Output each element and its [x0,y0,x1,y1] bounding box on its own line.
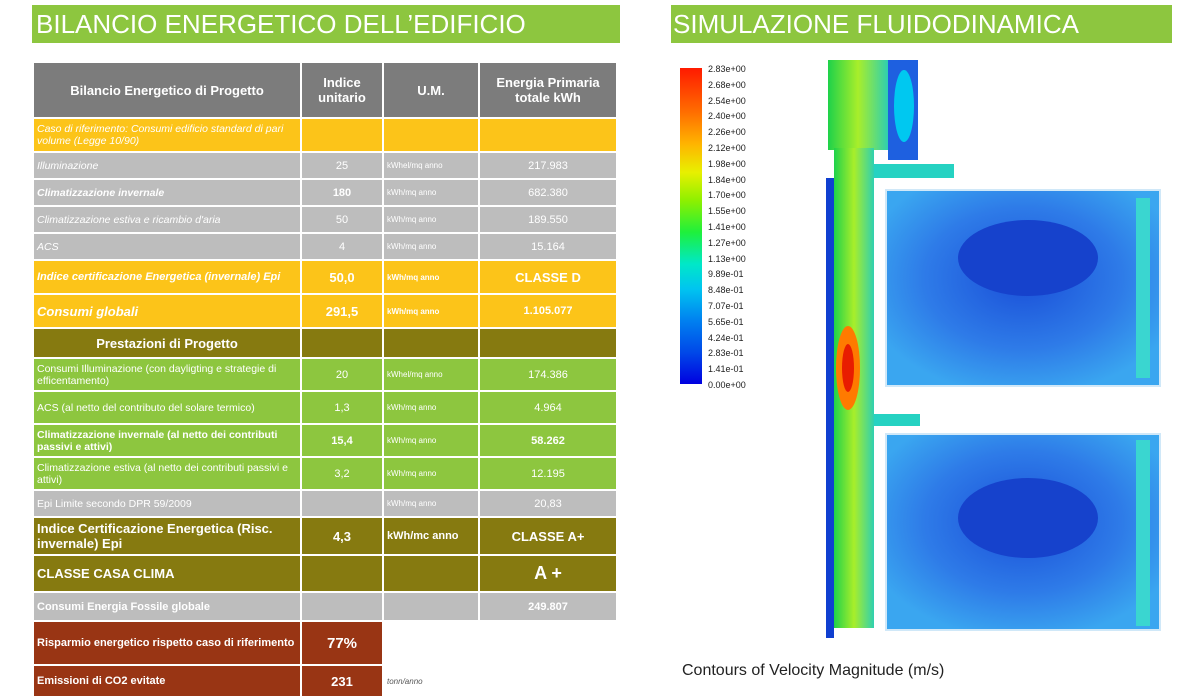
row-label: CLASSE CASA CLIMA [33,555,301,592]
row-index: 291,5 [301,294,383,328]
row-value: 231 [301,665,383,697]
header-primary-energy: Energia Primaria totale kWh [479,62,617,118]
row-label: Climatizzazione estiva e ricambio d'aria [33,206,301,233]
row-label: ACS [33,233,301,260]
row-unit: kWh/mq anno [383,391,479,424]
table-header-row [33,62,617,118]
legend-label: 1.98e+00 [708,158,746,169]
upper-connector [874,164,954,178]
project-certification-row [33,517,617,555]
upper-vortex [894,70,914,142]
reference-case-row [33,118,617,152]
row-label: Illuminazione [33,152,301,179]
row-index: 3,2 [301,457,383,490]
row-label: Climatizzazione estiva (al netto dei contributi passivi e attivi) [33,457,301,490]
co2-row [33,665,617,697]
table-row [33,457,617,490]
row-index: 4,3 [301,517,383,555]
row-energy: CLASSE D [479,260,617,294]
row-unit: kWh/mq anno [383,294,479,328]
table-row [33,233,617,260]
row-index: 50,0 [301,260,383,294]
legend-label: 2.54e+00 [708,95,746,106]
row-energy: CLASSE A+ [479,517,617,555]
legend-label: 7.07e-01 [708,301,744,311]
legend-label: 1.41e+00 [708,222,746,232]
table-row [33,206,617,233]
table-row [33,424,617,457]
lower-connector [874,414,920,426]
left-section-title: BILANCIO ENERGETICO DELL’EDIFICIO [32,5,620,43]
legend-label: 2.12e+00 [708,143,746,153]
row-index: 1,3 [301,391,383,424]
row-label: Climatizzazione invernale (al netto dei contributi passivi e attivi) [33,424,301,457]
row-unit: kWh/mq anno [383,424,479,457]
row-label: Emissioni di CO2 evitate [33,665,301,697]
reference-case-label: Caso di riferimento: Consumi edificio standard di pari volume (Legge 10/90) [33,118,301,152]
row-value: 77% [301,621,383,665]
legend-label: 2.26e+00 [708,127,746,138]
row-energy: 20,83 [479,490,617,517]
upper-room-jet [1136,198,1150,378]
legend-label: 1.41e-01 [708,364,744,375]
velocity-legend [672,62,764,398]
row-index: 4 [301,233,383,260]
fossil-energy-row [33,592,617,621]
epi-limit-row [33,490,617,517]
casa-clima-row [33,555,617,592]
legend-label: 1.55e+00 [708,206,746,217]
row-index: 180 [301,179,383,206]
row-label: Consumi globali [33,294,301,328]
legend-label: 5.65e-01 [708,316,744,327]
row-unit: kWh/mq anno [383,457,479,490]
row-label: Indice certificazione Energetica (invernale) Epi [33,260,301,294]
row-energy: 4.964 [479,391,617,424]
row-energy: 58.262 [479,424,617,457]
row-label: Climatizzazione invernale [33,179,301,206]
cfd-simulation [790,58,1190,648]
upper-duct [828,60,888,150]
row-energy: 249.807 [479,592,617,621]
global-consumption-row [33,294,617,328]
row-unit: kWhel/mq anno [383,358,479,391]
row-energy: A + [479,555,617,592]
table-row [33,179,617,206]
table-row [33,152,617,179]
peak-velocity-core [842,344,854,392]
row-energy: 189.550 [479,206,617,233]
table-row [33,391,617,424]
row-unit: kWhel/mq anno [383,152,479,179]
legend-label: 1.70e+00 [708,190,746,201]
legend-label: 2.40e+00 [708,111,746,122]
row-label: Epi Limite secondo DPR 59/2009 [33,490,301,517]
row-energy: 217.983 [479,152,617,179]
row-index: 15,4 [301,424,383,457]
row-index: 25 [301,152,383,179]
row-label: Indice Certificazione Energetica (Risc. invernale) Epi [33,517,301,555]
row-unit: kWh/mq anno [383,179,479,206]
reference-certification-row [33,260,617,294]
legend-label: 1.84e+00 [708,174,746,185]
upper-room-vortex [958,220,1098,296]
row-label: ACS (al netto del contributo del solare termico) [33,391,301,424]
row-energy: 12.195 [479,457,617,490]
row-label: Consumi Energia Fossile globale [33,592,301,621]
right-section-title: SIMULAZIONE FLUIDODINAMICA [671,5,1172,43]
header-project-balance: Bilancio Energetico di Progetto [33,62,301,118]
header-unit-index: Indice unitario [301,62,383,118]
row-unit: kWh/mq anno [383,260,479,294]
row-unit: kWh/mq anno [383,206,479,233]
legend-label: 1.13e+00 [708,253,746,264]
row-label: Consumi Illuminazione (con dayligting e strategie di efficentamento) [33,358,301,391]
legend-label: 2.83e-01 [708,348,744,359]
row-unit: kWh/mq anno [383,490,479,517]
project-section-row [33,328,617,358]
row-index: 20 [301,358,383,391]
simulation-caption: Contours of Velocity Magnitude (m/s) [682,662,945,679]
row-unit: kWh/mc anno [383,517,479,555]
legend-label: 1.27e+00 [708,237,746,248]
energy-balance-table [32,61,618,698]
legend-label: 4.24e-01 [708,332,744,343]
row-energy: 1.105.077 [479,294,617,328]
legend-label: 2.68e+00 [708,79,746,90]
row-energy: 682.380 [479,179,617,206]
lower-room-vortex [958,478,1098,558]
legend-label: 0.00e+00 [708,380,746,390]
lower-room-jet [1136,440,1150,626]
table-row [33,358,617,391]
row-label: Risparmio energetico rispetto caso di riferimento [33,621,301,665]
row-energy: 174.386 [479,358,617,391]
row-unit: kWh/mq anno [383,233,479,260]
legend-label: 2.83e+00 [708,64,746,74]
row-index: 50 [301,206,383,233]
row-unit: tonn/anno [383,665,479,697]
legend-label: 9.89e-01 [708,269,744,280]
project-section-label: Prestazioni di Progetto [33,328,301,358]
row-energy: 15.164 [479,233,617,260]
legend-label: 8.48e-01 [708,285,744,296]
shaft-wall-left [826,178,834,638]
savings-row [33,621,617,665]
legend-color-scale [680,68,702,384]
header-unit-measure: U.M. [383,62,479,118]
